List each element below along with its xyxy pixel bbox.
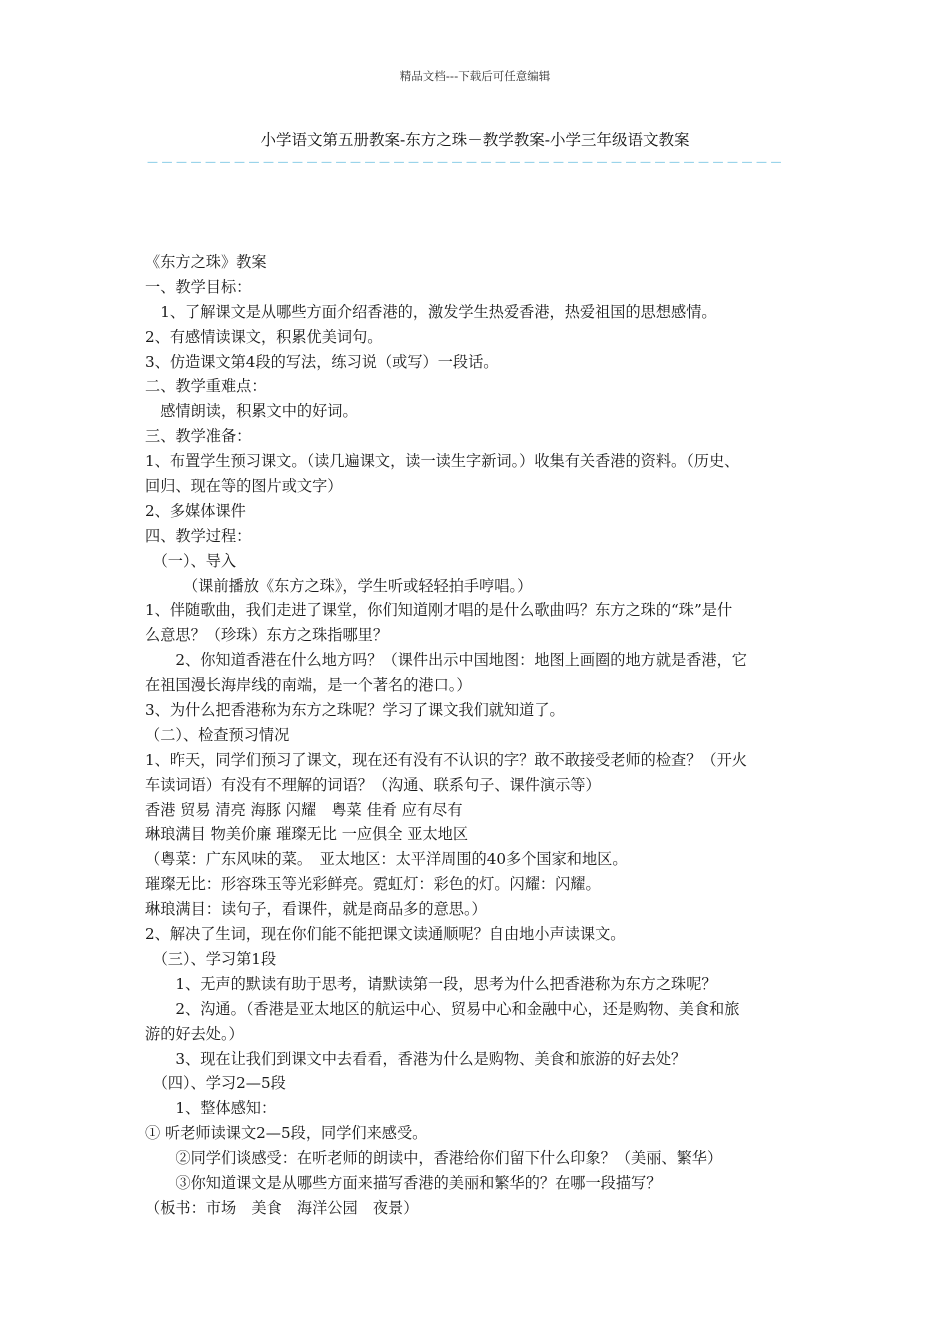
body-line: 3、仿造课文第4段的写法，练习说（或写）一段话。 xyxy=(145,352,499,371)
body-line: 2、你知道香港在什么地方吗？（课件出示中国地图：地图上画圈的地方就是香港，它 xyxy=(145,651,747,670)
document-body xyxy=(145,250,821,1221)
body-line: 2、解决了生词，现在你们能不能把课文读通顺呢？自由地小声读课文。 xyxy=(145,925,626,944)
body-line: 在祖国漫长海岸线的南端，是一个著名的港口。） xyxy=(145,676,472,695)
body-line: 回归、现在等的图片或文字） xyxy=(145,477,343,496)
subsection-heading: （三）、学习第1段 xyxy=(145,949,277,968)
body-line: 1、昨天，同学们预习了课文，现在还有没有不认识的字？敢不敢接受老师的检查？（开火 xyxy=(145,750,747,769)
header-note: 精品文档---下载后可任意编辑 xyxy=(399,69,551,83)
body-line: ③你知道课文是从哪些方面来描写香港的美丽和繁华的？在哪一段描写？ xyxy=(145,1173,662,1192)
body-line: （课前播放《东方之珠》，学生听或轻轻拍手哼唱。） xyxy=(145,576,533,595)
dashed-divider: －－－－－－－－－－－－－－－－－－－－－－－－－－－－－－－－－－－－－－－－－－－－ xyxy=(146,156,785,166)
body-line: 2、多媒体课件 xyxy=(145,501,246,520)
body-line: 3、为什么把香港称为东方之珠呢？学习了课文我们就知道了。 xyxy=(145,701,565,720)
subsection-heading: （四）、学习2—5段 xyxy=(145,1074,286,1093)
body-line: 么意思？（珍珠）东方之珠指哪里？ xyxy=(145,626,388,645)
body-line: 2、有感情读课文，积累优美词句。 xyxy=(145,327,383,346)
subsection-heading: （二）、检查预习情况 xyxy=(145,725,290,744)
body-line: （粤菜：广东风味的菜。 亚太地区：太平洋周围的40多个国家和地区。 xyxy=(145,850,628,869)
board-notes-line: （板书：市场 美食 海洋公园 夜景） xyxy=(145,1198,419,1217)
body-line: 1、伴随歌曲，我们走进了课堂，你们知道刚才唱的是什么歌曲吗？东方之珠的“珠”是什 xyxy=(145,601,733,620)
body-line: 感情朗读，积累文中的好词。 xyxy=(145,402,358,421)
body-line: ① 听老师读课文2—5段，同学们来感受。 xyxy=(145,1124,428,1143)
section-heading: 二、教学重难点： xyxy=(145,377,267,396)
section-heading: 四、教学过程： xyxy=(145,526,252,545)
body-line: 璀璨无比：形容珠玉等光彩鲜亮。霓虹灯：彩色的灯。闪耀：闪耀。 xyxy=(145,875,601,894)
section-heading: 一、教学目标： xyxy=(145,277,252,296)
body-line: 1、整体感知： xyxy=(145,1099,277,1118)
body-line: 车读词语）有没有不理解的词语？（沟通、联系句子、课件演示等） xyxy=(145,775,601,794)
body-line: ②同学们谈感受：在听老师的朗读中，香港给你们留下什么印象？（美丽、繁华） xyxy=(145,1149,723,1168)
body-line: 3、现在让我们到课文中去看看，香港为什么是购物、美食和旅游的好去处？ xyxy=(145,1049,687,1068)
lesson-heading: 《东方之珠》教案 xyxy=(145,253,267,271)
vocabulary-line: 琳琅满目 物美价廉 璀璨无比 一应俱全 亚太地区 xyxy=(145,825,469,844)
subsection-heading: （一）、导入 xyxy=(145,551,237,570)
body-line: 游的好去处。） xyxy=(145,1024,244,1043)
body-line: 琳琅满目：读句子，看课件，就是商品多的意思。） xyxy=(145,900,487,919)
section-heading: 三、教学准备： xyxy=(145,427,252,446)
body-line: 1、布置学生预习课文。（读几遍课文，读一读生字新词。）收集有关香港的资料。（历史、 xyxy=(145,452,740,471)
body-line: 1、无声的默读有助于思考，请默读第一段，思考为什么把香港称为东方之珠呢？ xyxy=(145,974,717,993)
document-title: 小学语文第五册教案-东方之珠－教学教案-小学三年级语文教案 xyxy=(260,131,690,149)
body-line: 1、了解课文是从哪些方面介绍香港的，激发学生热爱香港，热爱祖国的思想感情。 xyxy=(145,302,717,321)
vocabulary-line: 香港 贸易 清亮 海豚 闪耀 粤菜 佳肴 应有尽有 xyxy=(145,800,463,819)
body-line: 2、沟通。（香港是亚太地区的航运中心、贸易中心和金融中心，还是购物、美食和旅 xyxy=(145,999,740,1018)
